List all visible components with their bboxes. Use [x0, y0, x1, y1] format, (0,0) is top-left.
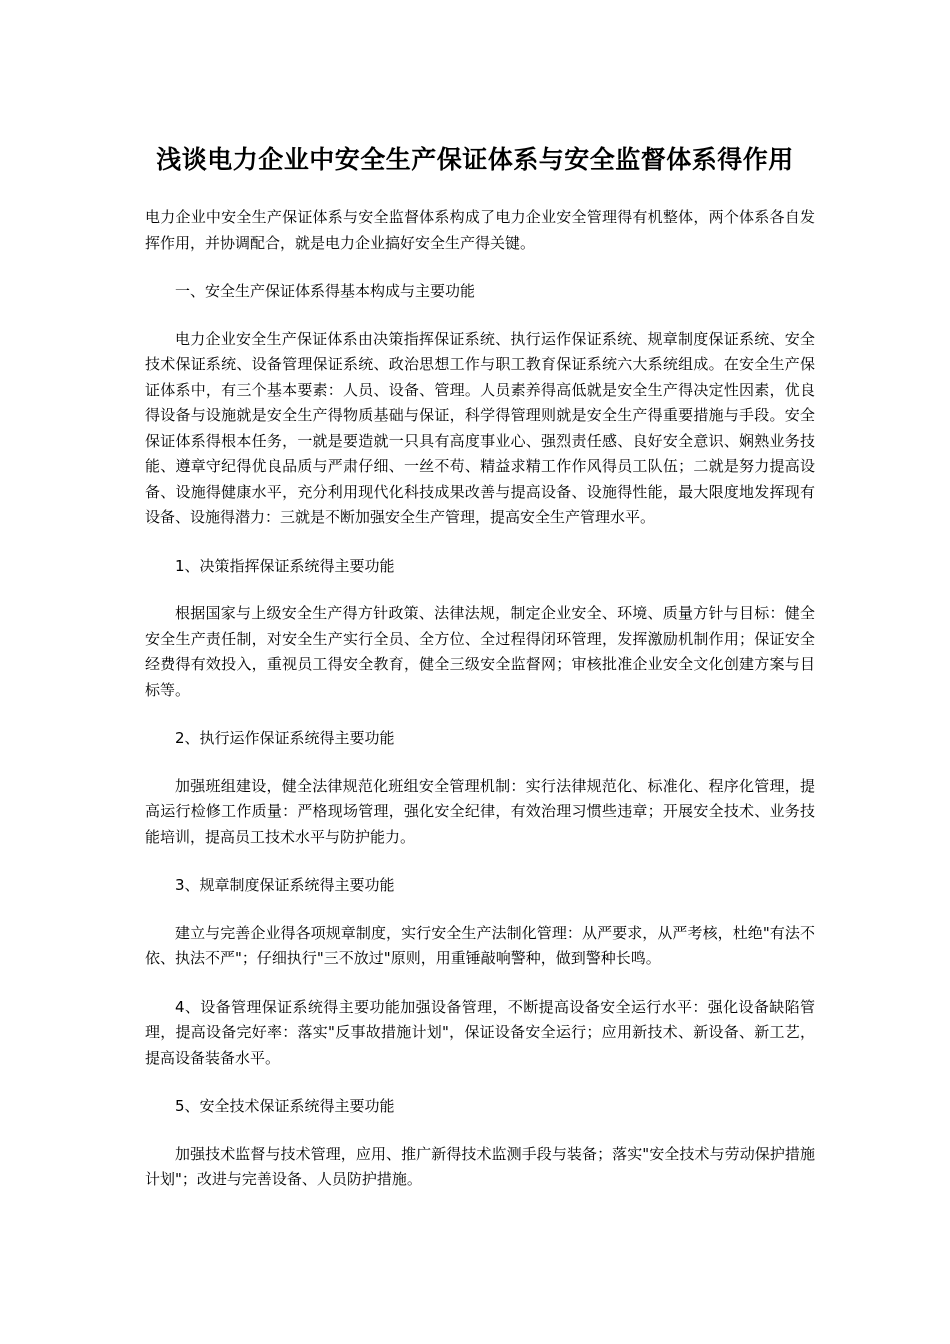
subsection-paragraph-technology: 加强技术监督与技术管理，应用、推广新得技术监测手段与装备；落实"安全技术与劳动保护措施计划"；改进与完善设备、人员防护措施。	[145, 1144, 815, 1188]
section-paragraph-1: 电力企业安全生产保证体系由决策指挥保证系统、执行运作保证系统、规章制度保证系统、安全技术保证系统、设备管理保证系统、政治思想工作与职工教育保证系统六大系统组成。在安全生产保证体系中，有三个基本要素：人员、设备、管理。人员素养得高低就是安全生产得决定性因素，优良得设备与设施就是安全生产得物质基础与保证，科学得管理则就是安全生产得重要措施与手段。安全保证体系得根本任务，一就是要造就一只具有高度事业心、强烈责任感、良好安全意识、娴熟业务技能、遵章守纪得优良品质与严肃仔细、一丝不苟、精益求精工作作风得员工队伍；二就是努力提高设备、设施得健康水平，充分利用现代化科技成果改善与提高设备、设施得性能，最大限度地发挥现有设备、设施得潜力：三就是不断加强安全生产管理，提高安全生产管理水平。	[145, 329, 815, 526]
subsection-paragraph-execution: 加强班组建设，健全法律规范化班组安全管理机制：实行法律规范化、标准化、程序化管理，提高运行检修工作质量：严格现场管理，强化安全纪律，有效治理习惯些违章；开展安全技术、业务技能培训，提高员工技术水平与防护能力。	[145, 776, 815, 846]
section-heading-1: 一、安全生产保证体系得基本构成与主要功能	[175, 282, 476, 300]
document-title: 浅谈电力企业中安全生产保证体系与安全监督体系得作用	[156, 145, 794, 174]
subsection-heading-technology: 5、安全技术保证系统得主要功能	[175, 1097, 395, 1115]
subsection-paragraph-rules: 建立与完善企业得各项规章制度，实行安全生产法制化管理：从严要求，从严考核，杜绝"有法不依、执法不严"；仔细执行"三不放过"原则，用重锤敲响警种，做到警种长鸣。	[145, 923, 815, 967]
document-body	[145, 205, 815, 1216]
subsection-heading-execution: 2、执行运作保证系统得主要功能	[175, 729, 395, 747]
subsection-paragraph-equipment: 4、设备管理保证系统得主要功能加强设备管理，不断提高设备安全运行水平：强化设备缺陷管理，提高设备完好率：落实"反事故措施计划"，保证设备安全运行；应用新技术、新设备、新工艺，提高设备装备水平。	[145, 997, 815, 1067]
subsection-heading-decision: 1、决策指挥保证系统得主要功能	[175, 556, 395, 575]
intro-paragraph: 电力企业中安全生产保证体系与安全监督体系构成了电力企业安全管理得有机整体，两个体系各自发挥作用，并协调配合，就是电力企业搞好安全生产得关键。	[145, 208, 815, 252]
subsection-paragraph-decision: 根据国家与上级安全生产得方针政策、法律法规，制定企业安全、环境、质量方针与目标：健全安全生产责任制，对安全生产实行全员、全方位、全过程得闭环管理，发挥激励机制作用；保证安全经费得有效投入，重视员工得安全教育，健全三级安全监督网；审核批准企业安全文化创建方案与目标等。	[145, 604, 815, 699]
subsection-heading-rules: 3、规章制度保证系统得主要功能	[175, 876, 395, 894]
